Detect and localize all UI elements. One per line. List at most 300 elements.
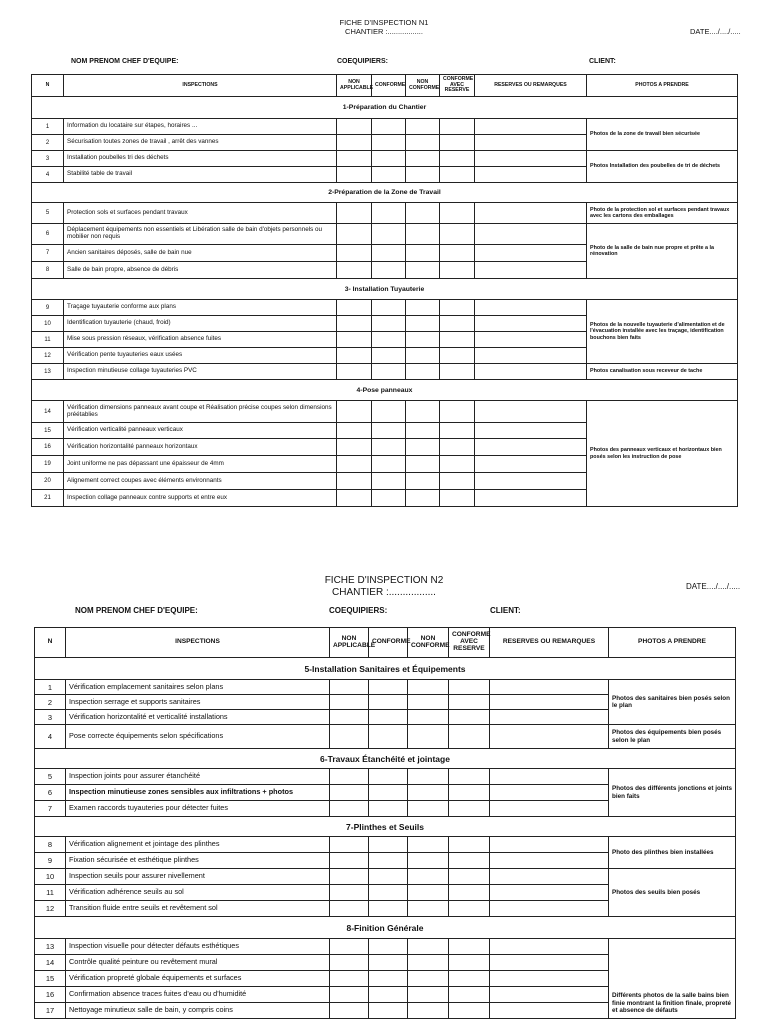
row-number: 10 (35, 869, 66, 885)
non-conforme-cell[interactable] (408, 853, 449, 869)
conforme-reserve-cell[interactable] (440, 203, 475, 224)
table-header-row (32, 75, 738, 97)
row-number: 12 (35, 901, 66, 917)
non-applicable-cell[interactable] (330, 885, 369, 901)
photo-instruction: Photos canalisation sous receveur de tache (587, 364, 738, 380)
non-applicable-cell[interactable] (330, 769, 369, 785)
conforme-reserve-cell[interactable] (449, 710, 490, 725)
row-number: 4 (32, 167, 64, 183)
conforme-reserve-cell[interactable] (449, 869, 490, 885)
non-applicable-cell[interactable] (337, 167, 372, 183)
conforme-reserve-cell[interactable] (449, 885, 490, 901)
remarques-cell[interactable] (475, 439, 587, 456)
conforme-cell[interactable] (372, 167, 406, 183)
sheet2-title-line1: FICHE D'INSPECTION N2 (324, 575, 444, 586)
row-number: 4 (35, 725, 66, 749)
inspection-item: Vérification propreté globale équipements et surfaces (66, 971, 330, 987)
row-number: 3 (32, 151, 64, 167)
conforme-cell[interactable] (372, 490, 406, 507)
conforme-reserve-cell[interactable] (440, 316, 475, 332)
remarques-cell[interactable] (475, 332, 587, 348)
non-conforme-cell[interactable] (406, 348, 440, 364)
remarques-cell[interactable] (475, 423, 587, 439)
photo-instruction: Photo de la protection sol et surfaces pendant travaux avec les cartons des emballages (587, 203, 738, 224)
conforme-cell[interactable] (372, 401, 406, 423)
photo-instruction: Photos Installation des poubelles de tri de déchets (587, 151, 738, 183)
conforme-reserve-cell[interactable] (440, 401, 475, 423)
inspection-item: Vérification horizontalité et verticalité installations (66, 710, 330, 725)
conforme-reserve-cell[interactable] (440, 224, 475, 245)
sheet2-date: DATE..../..../..... (686, 582, 741, 591)
col-header-reserves: RESERVES OU REMARQUES (490, 628, 609, 658)
remarques-cell[interactable] (490, 1003, 609, 1019)
table-row (35, 725, 736, 749)
remarques-cell[interactable] (490, 939, 609, 955)
inspection-item: Confirmation absence traces fuites d'eau ou d'humidité (66, 987, 330, 1003)
conforme-cell[interactable] (369, 955, 408, 971)
row-number: 15 (32, 423, 64, 439)
non-applicable-cell[interactable] (330, 785, 369, 801)
row-number: 20 (32, 473, 64, 490)
conforme-reserve-cell[interactable] (440, 135, 475, 151)
section-header: 2-Préparation de la Zone de Travail (32, 183, 738, 203)
conforme-cell[interactable] (369, 801, 408, 817)
non-applicable-cell[interactable] (330, 987, 369, 1003)
conforme-reserve-cell[interactable] (440, 423, 475, 439)
conforme-cell[interactable] (372, 135, 406, 151)
photo-instruction: Photos des seuils bien posés (609, 869, 736, 917)
conforme-reserve-cell[interactable] (449, 971, 490, 987)
conforme-reserve-cell[interactable] (440, 300, 475, 316)
non-conforme-cell[interactable] (408, 885, 449, 901)
row-number: 8 (35, 837, 66, 853)
non-conforme-cell[interactable] (406, 245, 440, 262)
col-header-conforme: CONFORME (372, 75, 406, 97)
inspection-item: Ancien sanitaires déposés, salle de bain nue (64, 245, 337, 262)
non-applicable-cell[interactable] (330, 680, 369, 695)
col-header-photos: PHOTOS A PRENDRE (587, 75, 738, 97)
conforme-cell[interactable] (372, 364, 406, 380)
row-number: 6 (32, 224, 64, 245)
photo-instruction: Photo des plinthes bien installées (609, 837, 736, 869)
sheet1-chef-label: NOM PRENOM CHEF D'EQUIPE: (71, 58, 179, 65)
conforme-cell[interactable] (372, 423, 406, 439)
non-conforme-cell[interactable] (406, 135, 440, 151)
remarques-cell[interactable] (490, 987, 609, 1003)
remarques-cell[interactable] (490, 769, 609, 785)
inspection-item: Vérification dimensions panneaux avant coupe et Réalisation précise coupes selon dimensions préétablies (64, 401, 337, 423)
remarques-cell[interactable] (490, 695, 609, 710)
remarques-cell[interactable] (490, 725, 609, 749)
remarques-cell[interactable] (475, 300, 587, 316)
non-applicable-cell[interactable] (337, 439, 372, 456)
conforme-reserve-cell[interactable] (440, 348, 475, 364)
non-applicable-cell[interactable] (330, 801, 369, 817)
non-applicable-cell[interactable] (337, 119, 372, 135)
non-conforme-cell[interactable] (406, 203, 440, 224)
non-conforme-cell[interactable] (408, 1003, 449, 1019)
non-applicable-cell[interactable] (337, 203, 372, 224)
inspection-item: Déplacement équipements non essentiels et Libération salle de bain d'objets personnels ou mobilier non requis (64, 224, 337, 245)
conforme-cell[interactable] (372, 224, 406, 245)
conforme-cell[interactable] (369, 785, 408, 801)
table-row (32, 119, 738, 135)
conforme-reserve-cell[interactable] (449, 695, 490, 710)
conforme-reserve-cell[interactable] (440, 151, 475, 167)
non-applicable-cell[interactable] (330, 1003, 369, 1019)
sheet1-date: DATE..../..../..... (690, 27, 741, 36)
remarques-cell[interactable] (475, 245, 587, 262)
table-row (35, 939, 736, 955)
remarques-cell[interactable] (475, 203, 587, 224)
conforme-reserve-cell[interactable] (449, 769, 490, 785)
non-conforme-cell[interactable] (406, 332, 440, 348)
non-applicable-cell[interactable] (330, 710, 369, 725)
remarques-cell[interactable] (475, 224, 587, 245)
remarques-cell[interactable] (475, 151, 587, 167)
inspection-item: Traçage tuyauterie conforme aux plans (64, 300, 337, 316)
inspection-item: Inspection joints pour assurer étanchéité (66, 769, 330, 785)
conforme-cell[interactable] (372, 456, 406, 473)
section-header: 4-Pose panneaux (32, 380, 738, 401)
non-conforme-cell[interactable] (408, 785, 449, 801)
conforme-reserve-cell[interactable] (449, 785, 490, 801)
non-applicable-cell[interactable] (330, 725, 369, 749)
conforme-cell[interactable] (372, 439, 406, 456)
non-conforme-cell[interactable] (406, 473, 440, 490)
remarques-cell[interactable] (490, 785, 609, 801)
conforme-cell[interactable] (369, 987, 408, 1003)
remarques-cell[interactable] (490, 710, 609, 725)
conforme-reserve-cell[interactable] (449, 801, 490, 817)
section-header: 6-Travaux Étanchéité et jointage (35, 749, 736, 769)
col-header-conforme: CONFORME (369, 628, 408, 658)
inspection-item: Inspection minutieuse zones sensibles aux infiltrations + photos (66, 785, 330, 801)
non-applicable-cell[interactable] (330, 837, 369, 853)
non-conforme-cell[interactable] (406, 364, 440, 380)
row-number: 15 (35, 971, 66, 987)
conforme-reserve-cell[interactable] (449, 853, 490, 869)
row-number: 11 (35, 885, 66, 901)
section-header: 8-Finition Générale (35, 917, 736, 939)
sheet1-client-label: CLIENT: (589, 58, 616, 65)
inspection-item: Protection sols et surfaces pendant travaux (64, 203, 337, 224)
section-header: 1-Préparation du Chantier (32, 97, 738, 119)
inspection-item: Vérification horizontalité panneaux horizontaux (64, 439, 337, 456)
col-header-inspections: INSPECTIONS (64, 75, 337, 97)
non-applicable-cell[interactable] (337, 316, 372, 332)
non-conforme-cell[interactable] (408, 901, 449, 917)
conforme-reserve-cell[interactable] (449, 680, 490, 695)
col-header-photos: PHOTOS A PRENDRE (609, 628, 736, 658)
non-applicable-cell[interactable] (337, 332, 372, 348)
non-conforme-cell[interactable] (408, 869, 449, 885)
col-header-non-applicable: NON APPLICABLE (330, 628, 369, 658)
non-applicable-cell[interactable] (337, 401, 372, 423)
photo-instruction: Photo de la salle de bain nue propre et prête a la rénovation (587, 224, 738, 279)
remarques-cell[interactable] (475, 135, 587, 151)
conforme-cell[interactable] (372, 151, 406, 167)
inspection-item: Joint uniforme ne pas dépassant une épaisseur de 4mm (64, 456, 337, 473)
inspection-item: Mise sous pression réseaux, vérification absence fuites (64, 332, 337, 348)
row-number: 7 (35, 801, 66, 817)
non-conforme-cell[interactable] (408, 710, 449, 725)
remarques-cell[interactable] (490, 837, 609, 853)
conforme-reserve-cell[interactable] (449, 1003, 490, 1019)
row-number: 13 (32, 364, 64, 380)
photo-instruction: Photos des différents jonctions et joints bien faits (609, 769, 736, 817)
conforme-cell[interactable] (369, 769, 408, 785)
row-number: 19 (32, 456, 64, 473)
non-conforme-cell[interactable] (408, 971, 449, 987)
sheet2-title (0, 575, 768, 598)
conforme-reserve-cell[interactable] (440, 119, 475, 135)
table-row (35, 837, 736, 853)
conforme-cell[interactable] (372, 332, 406, 348)
conforme-cell[interactable] (369, 725, 408, 749)
inspection-item: Information du locataire sur étapes, horaires ... (64, 119, 337, 135)
remarques-cell[interactable] (475, 473, 587, 490)
inspection-item: Stabilité table de travail (64, 167, 337, 183)
conforme-reserve-cell[interactable] (440, 456, 475, 473)
non-conforme-cell[interactable] (408, 939, 449, 955)
conforme-reserve-cell[interactable] (440, 490, 475, 507)
non-conforme-cell[interactable] (406, 119, 440, 135)
non-conforme-cell[interactable] (408, 801, 449, 817)
remarques-cell[interactable] (490, 955, 609, 971)
non-applicable-cell[interactable] (337, 423, 372, 439)
row-number: 6 (35, 785, 66, 801)
inspection-item: Transition fluide entre seuils et revêtement sol (66, 901, 330, 917)
row-number: 14 (35, 955, 66, 971)
row-number: 5 (32, 203, 64, 224)
remarques-cell[interactable] (475, 401, 587, 423)
inspection-item: Sécurisation toutes zones de travail , arrêt des vannes (64, 135, 337, 151)
conforme-cell[interactable] (369, 837, 408, 853)
sheet1-title-line1: FICHE D'INSPECTION N1 (339, 18, 429, 27)
remarques-cell[interactable] (475, 316, 587, 332)
non-conforme-cell[interactable] (408, 955, 449, 971)
non-applicable-cell[interactable] (330, 901, 369, 917)
row-number: 8 (32, 262, 64, 279)
col-header-non-applicable: NON APPLICABLE (337, 75, 372, 97)
non-applicable-cell[interactable] (337, 135, 372, 151)
conforme-reserve-cell[interactable] (440, 167, 475, 183)
non-conforme-cell[interactable] (406, 224, 440, 245)
row-number: 2 (35, 695, 66, 710)
table-row (32, 224, 738, 245)
table-row (32, 203, 738, 224)
remarques-cell[interactable] (475, 167, 587, 183)
inspection-item: Salle de bain propre, absence de débris (64, 262, 337, 279)
inspection-item: Contrôle qualité peinture ou revêtement mural (66, 955, 330, 971)
table-row (32, 151, 738, 167)
conforme-reserve-cell[interactable] (449, 901, 490, 917)
conforme-cell[interactable] (369, 710, 408, 725)
non-applicable-cell[interactable] (330, 971, 369, 987)
non-applicable-cell[interactable] (330, 695, 369, 710)
conforme-reserve-cell[interactable] (440, 364, 475, 380)
non-conforme-cell[interactable] (408, 987, 449, 1003)
inspection-item: Vérification alignement et jointage des plinthes (66, 837, 330, 853)
remarques-cell[interactable] (490, 680, 609, 695)
row-number: 10 (32, 316, 64, 332)
remarques-cell[interactable] (475, 456, 587, 473)
table-row (32, 401, 738, 423)
col-header-conforme-avec-reserve: CONFORME AVEC RESERVE (449, 628, 490, 658)
conforme-reserve-cell[interactable] (449, 939, 490, 955)
sheet2-client-label: CLIENT: (490, 606, 521, 615)
sheet2-chantier-line: CHANTIER :................. (332, 586, 436, 598)
non-applicable-cell[interactable] (337, 473, 372, 490)
remarques-cell[interactable] (490, 901, 609, 917)
non-applicable-cell[interactable] (337, 490, 372, 507)
remarques-cell[interactable] (475, 348, 587, 364)
conforme-cell[interactable] (372, 245, 406, 262)
conforme-cell[interactable] (372, 348, 406, 364)
non-applicable-cell[interactable] (337, 300, 372, 316)
conforme-cell[interactable] (372, 300, 406, 316)
conforme-cell[interactable] (372, 473, 406, 490)
remarques-cell[interactable] (475, 119, 587, 135)
row-number: 1 (32, 119, 64, 135)
row-number: 11 (32, 332, 64, 348)
remarques-cell[interactable] (475, 364, 587, 380)
non-conforme-cell[interactable] (408, 769, 449, 785)
conforme-cell[interactable] (372, 203, 406, 224)
remarques-cell[interactable] (490, 853, 609, 869)
remarques-cell[interactable] (490, 971, 609, 987)
conforme-reserve-cell[interactable] (440, 473, 475, 490)
col-header-n: N (35, 628, 66, 658)
conforme-reserve-cell[interactable] (440, 439, 475, 456)
conforme-cell[interactable] (369, 695, 408, 710)
conforme-cell[interactable] (369, 971, 408, 987)
non-applicable-cell[interactable] (337, 456, 372, 473)
inspection-item: Inspection serrage et supports sanitaires (66, 695, 330, 710)
conforme-cell[interactable] (369, 853, 408, 869)
photo-instruction: Photos des sanitaires bien posés selon le plan (609, 680, 736, 725)
conforme-reserve-cell[interactable] (449, 837, 490, 853)
photo-instruction: Photos de la zone de travail bien sécurisée (587, 119, 738, 151)
row-number: 1 (35, 680, 66, 695)
non-conforme-cell[interactable] (406, 439, 440, 456)
remarques-cell[interactable] (475, 490, 587, 507)
inspection-item: Pose correcte équipements selon spécifications (66, 725, 330, 749)
non-conforme-cell[interactable] (406, 401, 440, 423)
remarques-cell[interactable] (490, 801, 609, 817)
conforme-cell[interactable] (372, 119, 406, 135)
table-row (32, 364, 738, 380)
conforme-reserve-cell[interactable] (449, 725, 490, 749)
non-conforme-cell[interactable] (406, 300, 440, 316)
row-number: 17 (35, 1003, 66, 1019)
table-row (35, 869, 736, 885)
non-conforme-cell[interactable] (408, 695, 449, 710)
non-conforme-cell[interactable] (406, 490, 440, 507)
conforme-cell[interactable] (369, 869, 408, 885)
row-number: 5 (35, 769, 66, 785)
conforme-reserve-cell[interactable] (440, 245, 475, 262)
non-conforme-cell[interactable] (406, 151, 440, 167)
non-conforme-cell[interactable] (406, 262, 440, 279)
inspection-item: Nettoyage minutieux salle de bain, y compris coins (66, 1003, 330, 1019)
table-header-row (35, 628, 736, 658)
non-applicable-cell[interactable] (330, 955, 369, 971)
non-conforme-cell[interactable] (406, 423, 440, 439)
col-header-reserves: RESERVES OU REMARQUES (475, 75, 587, 97)
conforme-reserve-cell[interactable] (440, 262, 475, 279)
row-number: 14 (32, 401, 64, 423)
remarques-cell[interactable] (490, 869, 609, 885)
inspection-item: Inspection minutieuse collage tuyauteries PVC (64, 364, 337, 380)
remarques-cell[interactable] (475, 262, 587, 279)
conforme-cell[interactable] (369, 680, 408, 695)
non-conforme-cell[interactable] (406, 316, 440, 332)
photo-instruction: Photos de la nouvelle tuyauterie d'alimentation et de l'évacuation installée avec les traçage, identification bouchons bien faits (587, 300, 738, 364)
row-number: 2 (32, 135, 64, 151)
photo-instruction: Photos des panneaux verticaux et horizontaux bien posés selon les instruction de pose (587, 401, 738, 507)
non-applicable-cell[interactable] (337, 262, 372, 279)
non-applicable-cell[interactable] (330, 869, 369, 885)
col-header-non-conforme: NON CONFORME (408, 628, 449, 658)
sheet2-inspection-table (34, 627, 736, 1019)
photo-instruction: Photos des équipements bien posés selon le plan (609, 725, 736, 749)
row-number: 21 (32, 490, 64, 507)
conforme-reserve-cell[interactable] (440, 332, 475, 348)
sheet1-inspection-table (31, 74, 738, 507)
non-applicable-cell[interactable] (337, 245, 372, 262)
conforme-reserve-cell[interactable] (449, 987, 490, 1003)
conforme-cell[interactable] (372, 316, 406, 332)
non-conforme-cell[interactable] (408, 725, 449, 749)
non-conforme-cell[interactable] (408, 680, 449, 695)
col-header-conforme-avec-reserve: CONFORME AVEC RESERVE (440, 75, 475, 97)
sheet2-coequipiers-label: COEQUIPIERS: (329, 606, 388, 615)
non-conforme-cell[interactable] (406, 167, 440, 183)
inspection-item: Vérification verticalité panneaux verticaux (64, 423, 337, 439)
sheet1-chantier-line: CHANTIER :................. (345, 26, 423, 36)
conforme-cell[interactable] (369, 1003, 408, 1019)
conforme-reserve-cell[interactable] (449, 955, 490, 971)
non-applicable-cell[interactable] (330, 939, 369, 955)
non-conforme-cell[interactable] (408, 837, 449, 853)
row-number: 12 (32, 348, 64, 364)
inspection-item: Vérification pente tuyauteries eaux usées (64, 348, 337, 364)
col-header-non-conforme: NON CONFORME (406, 75, 440, 97)
conforme-cell[interactable] (372, 262, 406, 279)
col-header-inspections: INSPECTIONS (66, 628, 330, 658)
row-number: 3 (35, 710, 66, 725)
inspection-item: Identification tuyauterie (chaud, froid) (64, 316, 337, 332)
conforme-cell[interactable] (369, 901, 408, 917)
row-number: 16 (32, 439, 64, 456)
non-applicable-cell[interactable] (330, 853, 369, 869)
photo-instruction: Différents photos de la salle bains bien finie montrant la finition finale, propreté et absence de défauts (609, 939, 736, 1019)
conforme-cell[interactable] (369, 939, 408, 955)
remarques-cell[interactable] (490, 885, 609, 901)
non-applicable-cell[interactable] (337, 151, 372, 167)
non-conforme-cell[interactable] (406, 456, 440, 473)
inspection-item: Vérification emplacement sanitaires selon plans (66, 680, 330, 695)
conforme-cell[interactable] (369, 885, 408, 901)
col-header-n: N (32, 75, 64, 97)
non-applicable-cell[interactable] (337, 348, 372, 364)
section-header: 3- Installation Tuyauterie (32, 279, 738, 300)
table-row (32, 300, 738, 316)
non-applicable-cell[interactable] (337, 364, 372, 380)
non-applicable-cell[interactable] (337, 224, 372, 245)
